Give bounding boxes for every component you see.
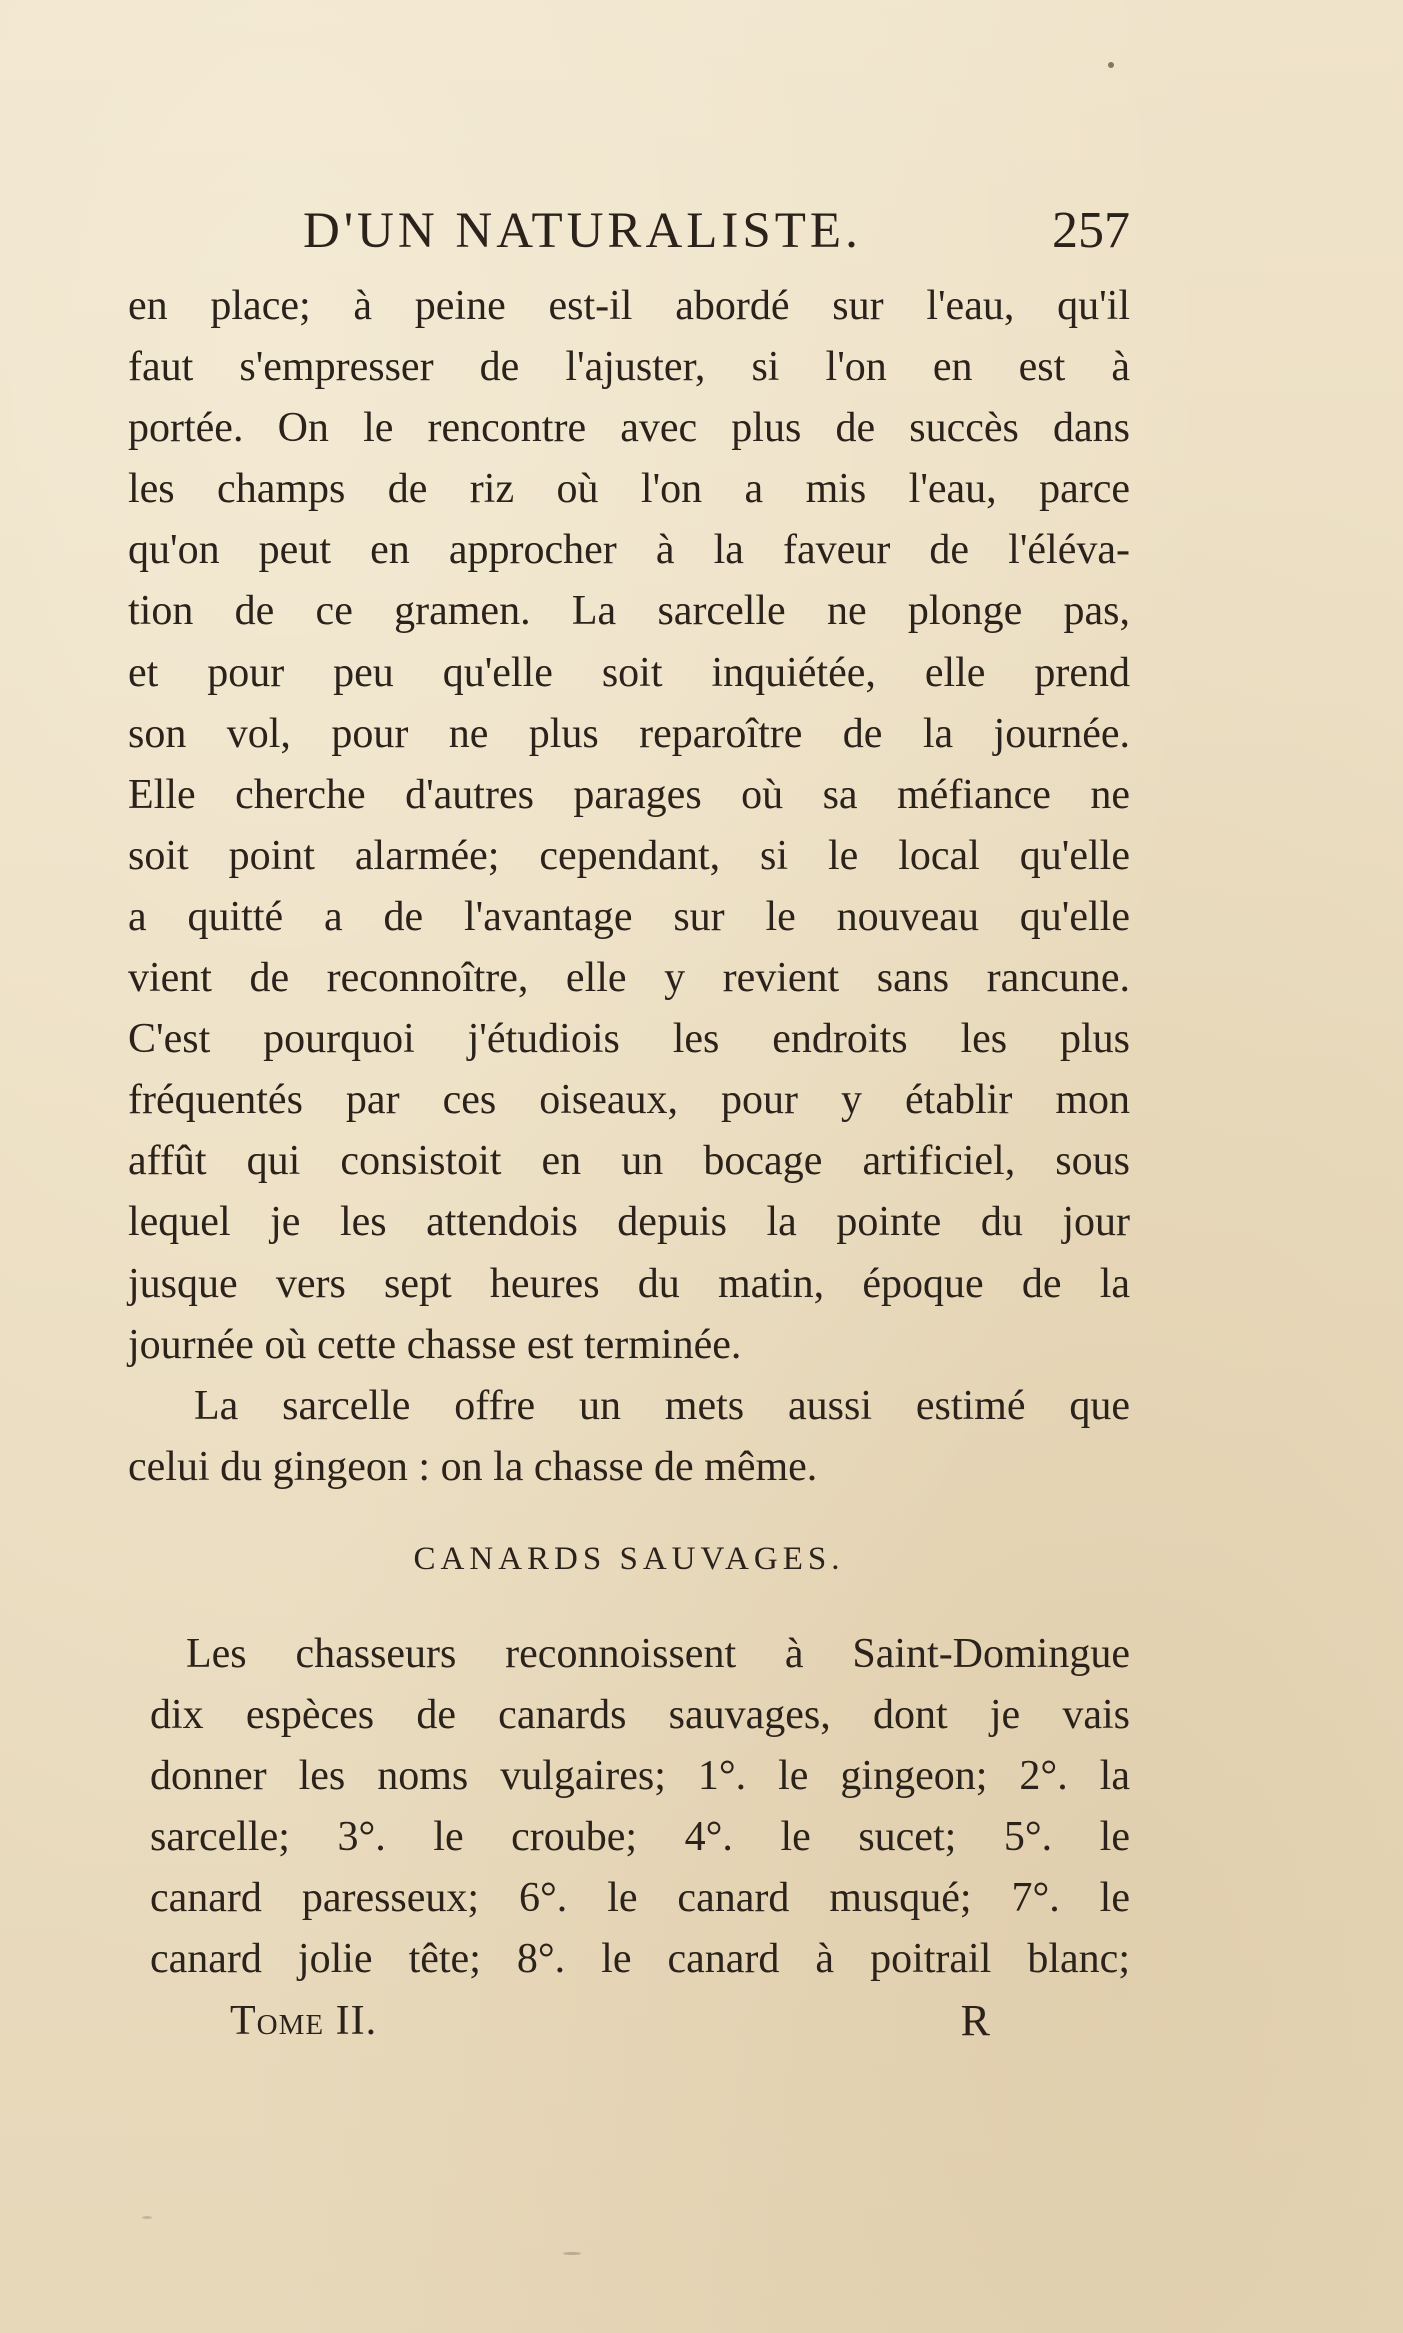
section-text <box>150 1624 1130 1991</box>
text-line: lequel je les attendois depuis la pointe du jour <box>128 1199 1130 1246</box>
text-line: Les chasseurs reconnoissent à Saint-Domingue <box>186 1631 1130 1677</box>
text-line: tion de ce gramen. La sarcelle ne plonge pas, <box>128 588 1130 635</box>
text-line: soit point alarmée; cependant, si le local qu'elle <box>128 832 1130 879</box>
text-line: C'est pourquoi j'étudiois les endroits les plus <box>128 1016 1130 1063</box>
page-number: 257 <box>1052 202 1130 259</box>
text-line: les champs de riz où l'on a mis l'eau, parce <box>128 466 1130 513</box>
text-line: qu'on peut en approcher à la faveur de l'éléva- <box>128 527 1130 574</box>
paper-speck <box>1108 62 1114 68</box>
text-line: journée où cette chasse est terminée. <box>128 1321 742 1368</box>
text-line: sarcelle; 3°. le croube; 4°. le sucet; 5°. le <box>150 1814 1130 1861</box>
text-line: donner les noms vulgaires; 1°. le gingeon; 2°. la <box>150 1753 1130 1800</box>
page-footer <box>230 1991 990 2051</box>
text-line: Elle cherche d'autres parages où sa méfiance ne <box>128 771 1130 818</box>
text-line: faut s'empresser de l'ajuster, si l'on en est à <box>128 344 1130 391</box>
text-line: vient de reconnoître, elle y revient sans rancune. <box>128 955 1130 1002</box>
text-line: affût qui consistoit en un bocage artificiel, sous <box>128 1138 1130 1185</box>
text-line: et pour peu qu'elle soit inquiétée, elle prend <box>128 649 1130 696</box>
text-line: La sarcelle offre un mets aussi estimé que <box>194 1382 1130 1429</box>
text-line: portée. On le rencontre avec plus de succès dans <box>128 405 1130 452</box>
section-heading: CANARDS SAUVAGES. <box>413 1541 845 1577</box>
text-line: canard jolie tête; 8°. le canard à poitrail blanc; <box>150 1936 1130 1983</box>
main-text <box>128 276 1130 1498</box>
paper-speck <box>563 2252 581 2255</box>
volume-label: Tome II. <box>230 1998 378 2044</box>
paper-speck <box>142 2216 152 2219</box>
text-line: son vol, pour ne plus reparoître de la journée. <box>128 710 1130 757</box>
text-line: canard paresseux; 6°. le canard musqué; 7°. le <box>150 1875 1130 1922</box>
signature-mark: R <box>960 1996 990 2045</box>
text-line: fréquentés par ces oiseaux, pour y établir mon <box>128 1077 1130 1124</box>
text-line: dix espèces de canards sauvages, dont je vais <box>150 1692 1130 1739</box>
running-head: D'UN NATURALISTE. <box>303 203 862 259</box>
text-line: jusque vers sept heures du matin, époque de la <box>128 1260 1130 1307</box>
text-line: en place; à peine est-il abordé sur l'eau, qu'il <box>128 283 1130 329</box>
text-line: a quitté a de l'avantage sur le nouveau qu'elle <box>128 893 1130 940</box>
text-line: celui du gingeon : on la chasse de même. <box>128 1443 818 1490</box>
page-header <box>128 196 1130 266</box>
